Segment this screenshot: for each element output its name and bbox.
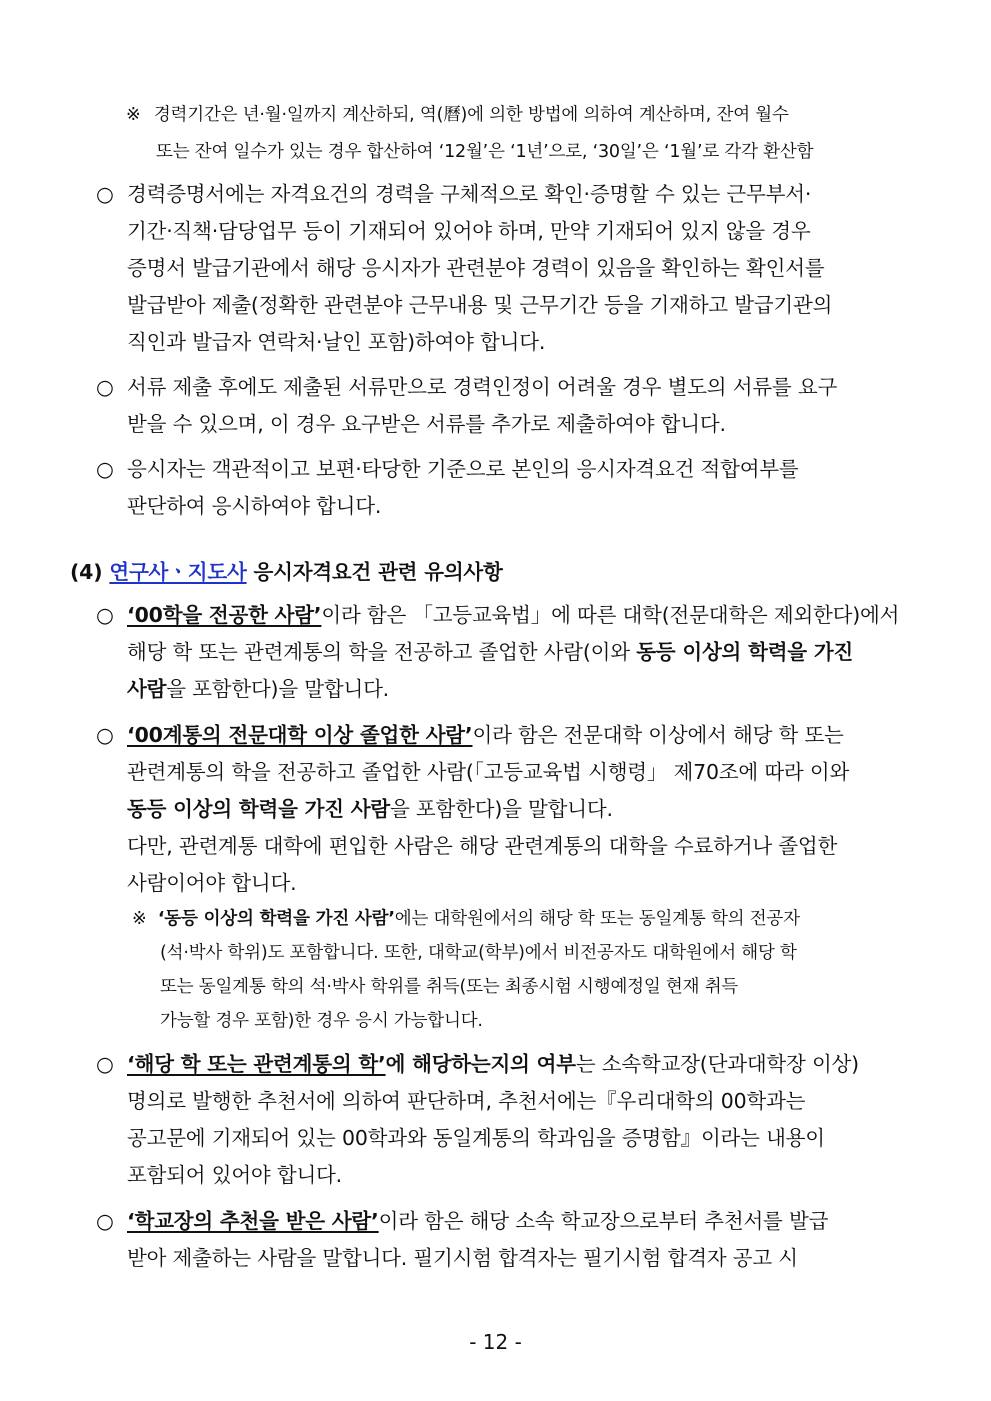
bullet-marker: ○ [96,1052,114,1076]
text-line: 응시자는 객관적이고 보편·타당한 기준으로 본인의 응시자격요건 적합여부를 [127,457,799,481]
defined-term: ‘해당 학 또는 관련계통의 학’ [127,1052,386,1076]
text-span: 해당 학 또는 관련계통의 학을 전공하고 졸업한 사람(이와 [127,640,637,664]
note-line: 또는 잔여 일수가 있는 경우 합산하여 ‘12월’은 ‘1년’으로, ‘30일’은 ‘1월’로 각각 환산함 [156,142,814,162]
note-line: 경력기간은 년·월·일까지 계산하되, 역(曆)에 의한 방법에 의하여 계산하며, 잔여 월수 [153,105,789,125]
bold-span: 동등 이상의 학력을 가진 [636,640,854,664]
bold-span: 동등 이상의 학력을 가진 사람 [127,797,390,821]
section-number: (4) [70,560,103,584]
bullet-marker: ○ [96,182,114,206]
text-line: 다만, 관련계통 대학에 편입한 사람은 해당 관련계통의 대학을 수료하거나 졸업한 [127,834,838,858]
note-line: (석·박사 학위)도 포함합니다. 또한, 대학교(학부)에서 비전공자도 대학원에서 해당 학 [160,943,797,963]
text-line: 증명서 발급기관에서 해당 응시자가 관련분야 경력이 있음을 확인하는 확인서를 [127,256,825,280]
text-span: 는 소속학교장(단과대학장 이상) [575,1052,859,1076]
text-line: 받을 수 있으며, 이 경우 요구받은 서류를 추가로 제출하여야 합니다. [127,412,726,436]
bullet-marker: ○ [96,457,114,481]
text-line: 발급받아 제출(정확한 관련분야 근무내용 및 근무기간 등을 기재하고 발급기관의 [127,293,833,317]
section-heading [70,559,503,585]
defined-term: ‘학교장의 추천을 받은 사람’ [127,1209,379,1233]
defined-term: ‘00계통의 전문대학 이상 졸업한 사람’ [127,723,473,747]
note-marker: ※ [132,909,147,929]
text-span: 이라 함은 전문대학 이상에서 해당 학 또는 [472,723,844,747]
bullet-marker: ○ [96,603,114,627]
text-line: 공고문에 기재되어 있는 00학과와 동일계통의 학과임을 증명함』이라는 내용이 [127,1126,825,1150]
text-span: 에는 대학원에서의 해당 학 또는 동일계통 학의 전공자 [394,909,800,929]
bullet-marker: ○ [96,1209,114,1233]
defined-term: ‘동등 이상의 학력을 가진 사람’ [157,909,395,929]
text-line: 포함되어 있어야 합니다. [127,1163,342,1187]
note-marker: ※ [126,105,141,125]
note-line: 또는 동일계통 학의 석·박사 학위를 취득(또는 최종시험 시행예정일 현재 취득 [160,977,739,997]
text-line: 받아 제출하는 사람을 말합니다. 필기시험 합격자는 필기시험 합격자 공고 시 [127,1246,798,1270]
text-line: 명의로 발행한 추천서에 의하여 판단하며, 추천서에는『우리대학의 00학과는 [127,1089,806,1113]
text-span: 을 포함한다)을 말합니다. [166,677,389,701]
section-title: 응시자격요건 관련 유의사항 [246,560,503,584]
text-line: 서류 제출 후에도 제출된 서류만으로 경력인정이 어려울 경우 별도의 서류를 요구 [127,375,838,399]
note-line: 가능할 경우 포함)한 경우 응시 가능합니다. [160,1011,483,1031]
bold-span: 에 해당하는지의 여부 [385,1052,576,1076]
text-line: 판단하여 응시하여야 합니다. [127,494,382,518]
text-line: 사람이어야 합니다. [127,871,297,895]
text-span: 이라 함은 「고등교육법」에 따른 대학(전문대학은 제외한다)에서 [321,603,900,627]
bullet-marker: ○ [96,375,114,399]
section-link[interactable]: 연구사ㆍ지도사 [109,560,247,584]
page-number: - 12 - [469,1330,522,1354]
text-span: 을 포함한다)을 말합니다. [389,797,613,821]
text-line: 경력증명서에는 자격요건의 경력을 구체적으로 확인·증명할 수 있는 근무부서· [127,182,812,206]
bold-span: 사람 [127,677,167,701]
text-line: 관련계통의 학을 전공하고 졸업한 사람(「고등교육법 시행령」 제70조에 따라 이와 [127,760,850,784]
text-line: 직인과 발급자 연락처·날인 포함)하여야 합니다. [127,330,546,354]
text-line: 기간·직책·담당업무 등이 기재되어 있어야 하며, 만약 기재되어 있지 않을 경우 [127,219,811,243]
bullet-marker: ○ [96,723,114,747]
text-span: 이라 함은 해당 소속 학교장으로부터 추천서를 발급 [378,1209,829,1233]
defined-term: ‘00학을 전공한 사람’ [127,603,322,627]
